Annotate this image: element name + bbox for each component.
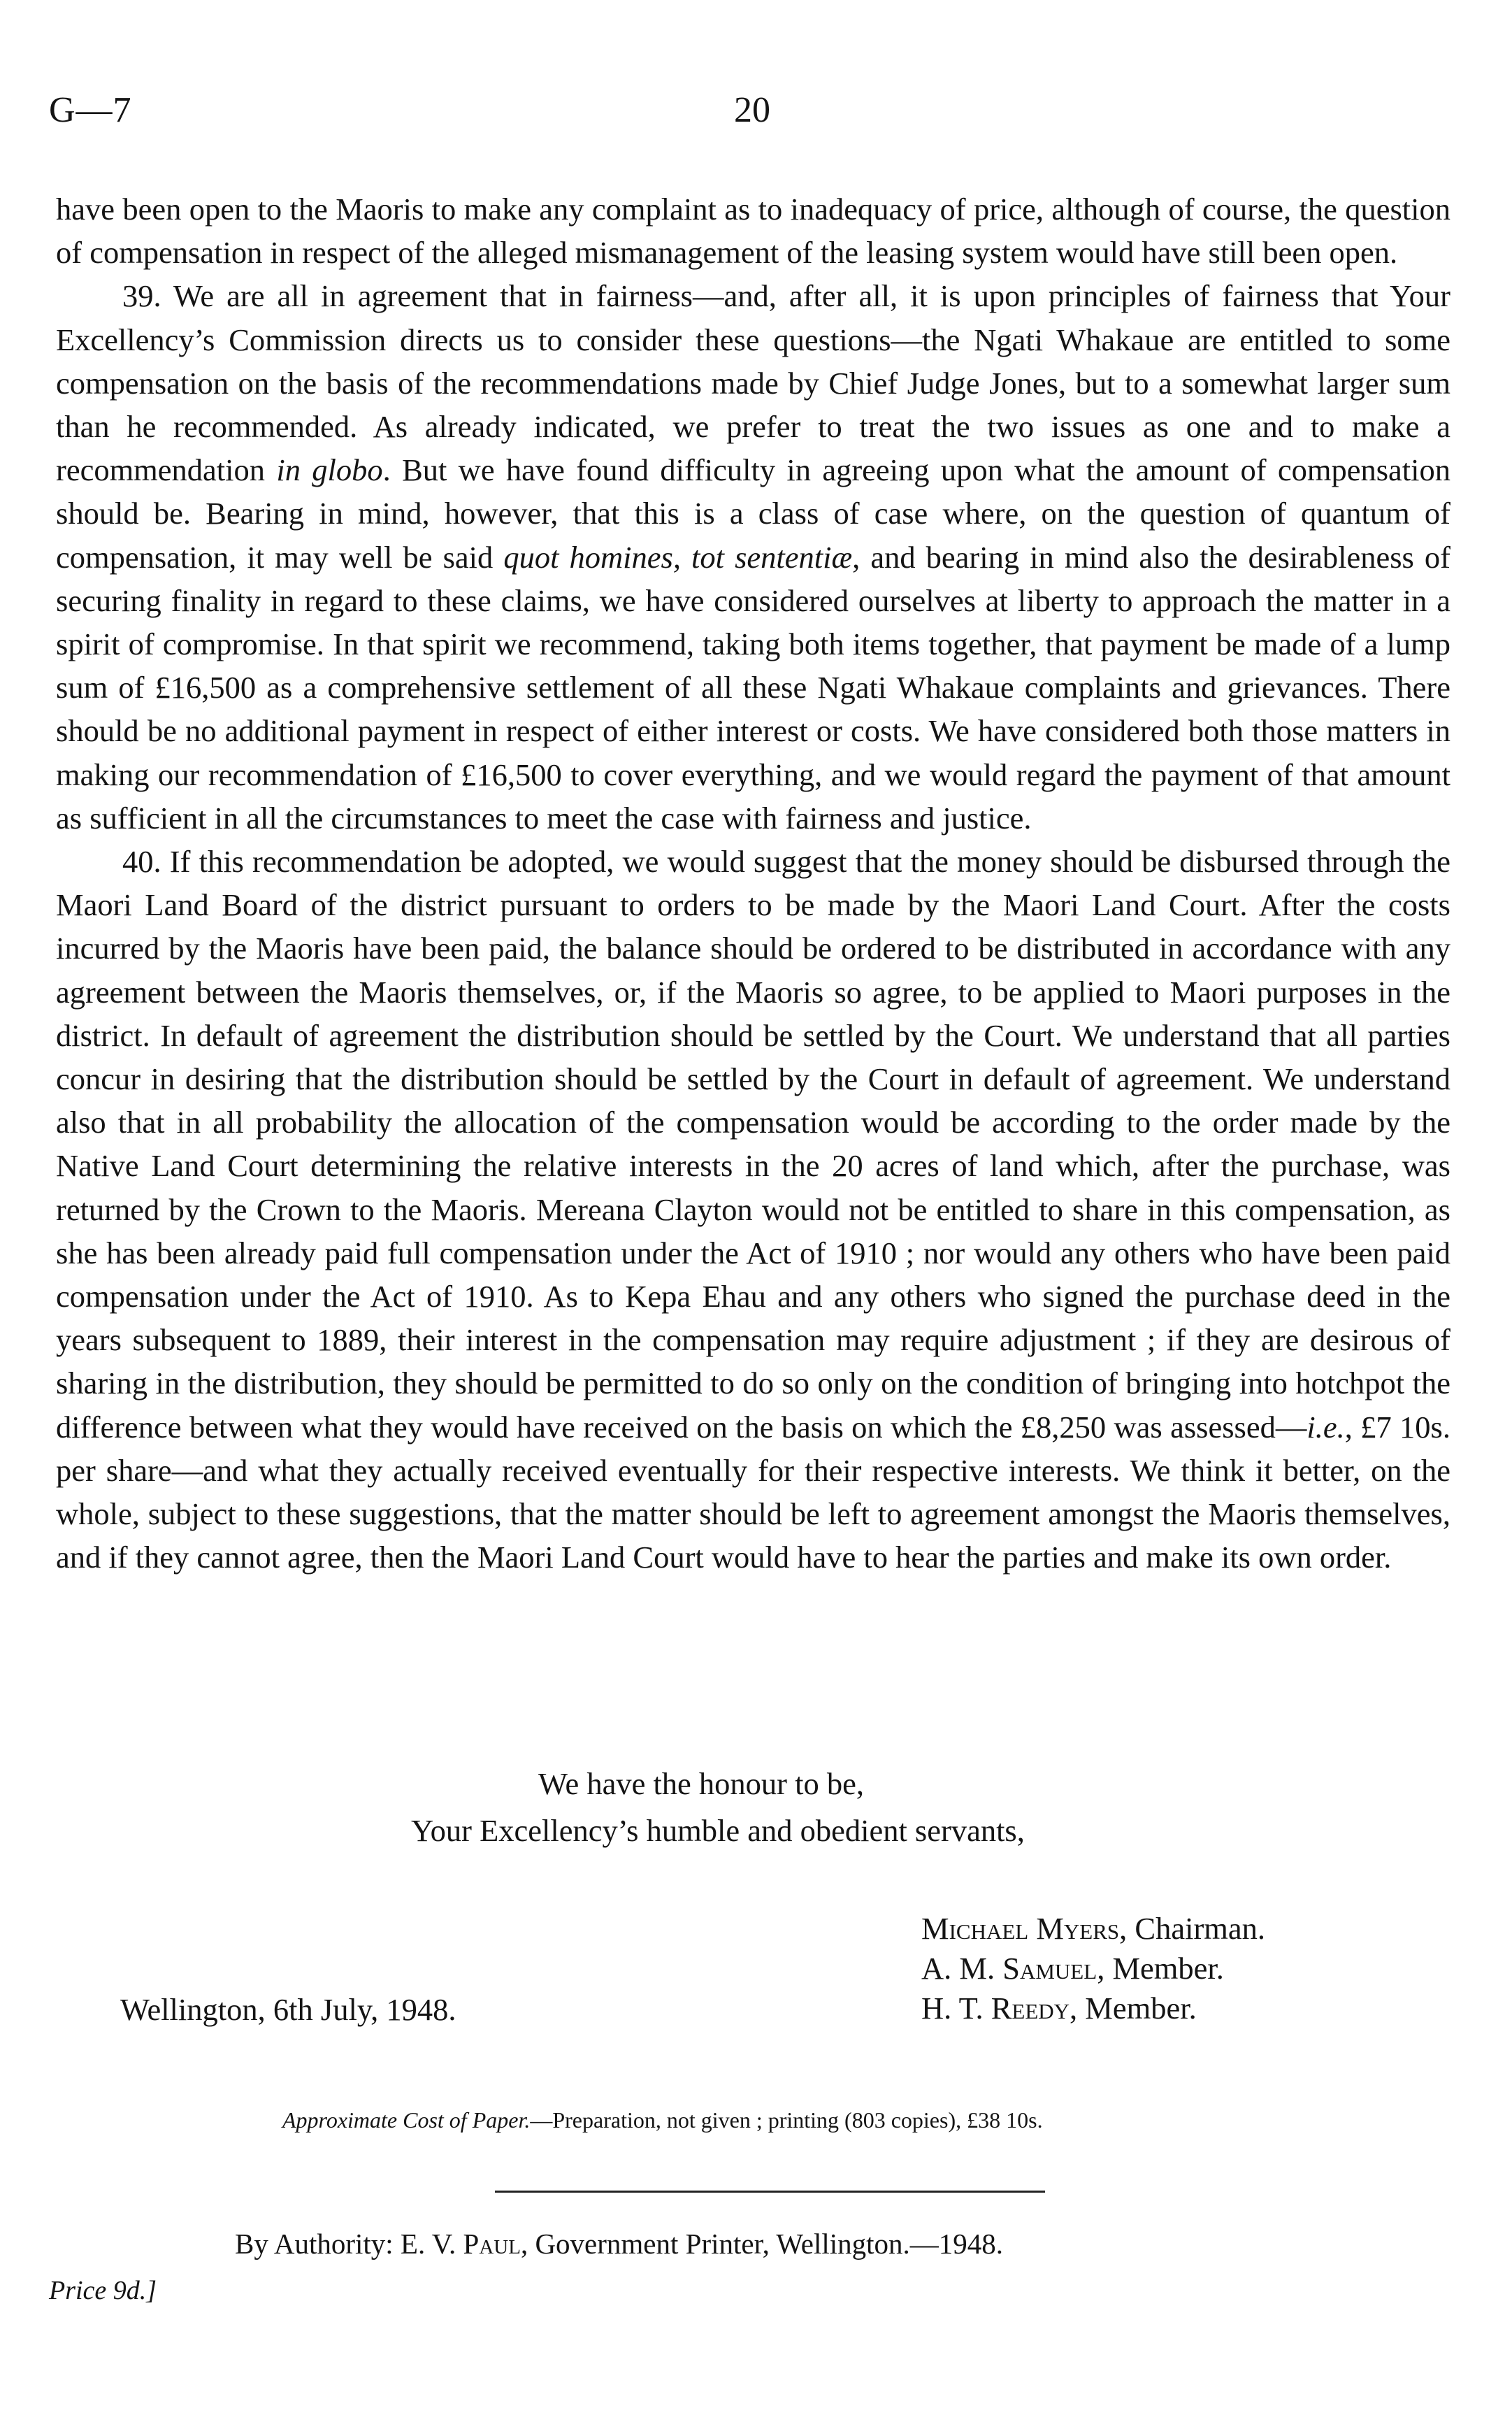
paragraph-40-part-b: , £7 10s. per share—and what they actually received eventually for their respective interests. We think it better, on the whole, subject to these suggestions, that the matter should be left to agreement amongst the Maoris themselves, and if they cannot agree, then the Maori Land Court would have to hear the parties and make its own order. — [56, 1409, 1450, 1575]
authority-prefix: By Authority: E. V. — [235, 2228, 463, 2260]
place-and-date: Wellington, 6th July, 1948. — [120, 1992, 456, 2027]
signatory-member-samuel — [921, 1949, 1265, 1988]
signatory-name: Samuel — [1002, 1951, 1097, 1986]
signatory-chairman — [921, 1909, 1265, 1949]
signatory-role: , Member. — [1070, 1991, 1197, 2026]
document-reference: G—7 — [49, 90, 132, 130]
page-header — [49, 89, 1461, 145]
paragraph-39-part-a: 39. We are all in agreement that in fairness—and, after all, it is upon principles of fairness that Your Excellency’s Commission directs us to consider these questions—the Ngati Whakaue are entitled to some compensation on the basis of the recommendations made by Chief Judge Jones, but to a somewhat larger sum than he recommended. As already indicated, we prefer to treat the two issues as one and to make a recommendation — [56, 278, 1450, 488]
cost-of-paper-note — [282, 2107, 1043, 2133]
authority-suffix: , Government Printer, Wellington.—1948. — [520, 2228, 1004, 2260]
latin-phrase-quot-homines: quot homines, tot sententiæ — [503, 539, 853, 575]
paragraph-continuation: have been open to the Maoris to make any complaint as to inadequacy of price, although of course, the question of compensation in respect of the alleged mismanagement of the leasing system would have still been open. — [56, 192, 1450, 271]
signatory-name: Michael Myers — [921, 1911, 1120, 1946]
signatory-initials: H. T. — [921, 1991, 991, 2026]
abbrev-ie: i.e. — [1306, 1409, 1345, 1445]
paragraph-40-part-a: 40. If this recommendation be adopted, we would suggest that the money should be disbursed through the Maori Land Board of the district pursuant to orders to be made by the Maori Land Court. After the costs incurred by the Maoris have been paid, the balance should be ordered to be distributed in accordance with any agreement between the Maoris themselves, or, if the Maoris so agree, to be applied to Maori purposes in the district. In default of agreement the distribution should be settled by the Court. We understand that all parties concur in desiring that the distribution should be settled by the Court in default of agreement. We understand also that in all probability the allocation of the compensation would be according to the order made by the Native Land Court determining the relative interests in the 20 acres of land which, after the purchase, was returned by the Crown to the Maoris. Mereana Clayton would not be entitled to share in this compensation, as she has been already paid full compensation under the Act of 1910 ; nor would any others who have been paid compensation under the Act of 1910. As to Kepa Ehau and any others who signed the purchase deed in the years subsequent to 1889, their interest in the compensation may require adjustment ; if they are desirous of sharing in the distribution, they should be permitted to do so only on the condition of bringing into hotchpot the difference between what they would have received on the basis on which the £8,250 was assessed— — [56, 844, 1450, 1445]
paragraph-39-part-c: , and bearing in mind also the desirableness of securing finality in regard to these claims, we have considered ourselves at liberty to approach the matter in a spirit of compromise. In that spirit we recommend, taking both items together, that payment be made of a lump sum of £16,500 as a comprehensive settlement of all these Ngati Whakaue complaints and grievances. There should be no additional payment in respect of either interest or costs. We have considered both those matters in making our recommendation of £16,500 to cover everything, and we would regard the payment of that amount as sufficient in all the circumstances to meet the case with fairness and justice. — [56, 539, 1450, 836]
latin-phrase-in-globo: in globo — [276, 452, 383, 488]
closing-servants: Your Excellency’s humble and obedient servants, — [411, 1813, 1025, 1848]
footer-divider — [495, 2191, 1045, 2193]
report-body — [56, 187, 1450, 1579]
signatory-initials: A. M. — [921, 1951, 1003, 1986]
signatory-name: Reedy — [991, 1991, 1070, 2026]
page-number: 20 — [734, 90, 770, 130]
paragraph-39-part-b: . But we have found difficulty in agreeing upon what the amount of compensation should be. Bearing in mind, however, that this is a class of case where, on the question of quantum of compensation, it may well be said — [56, 452, 1450, 575]
signatory-member-reedy — [921, 1988, 1265, 2028]
cost-text: —Preparation, not given ; printing (803 copies), £38 10s. — [530, 2107, 1043, 2133]
price-note: Price 9d.] — [49, 2276, 157, 2305]
paragraph-39 — [56, 274, 1450, 840]
closing-greeting: We have the honour to be, — [538, 1766, 864, 1801]
signatory-block — [921, 1909, 1265, 2028]
printer-name: Paul — [463, 2228, 521, 2260]
cost-label: Approximate Cost of Paper. — [282, 2107, 531, 2133]
signatory-role: , Member. — [1097, 1951, 1224, 1986]
signatory-role: , Chairman. — [1119, 1911, 1266, 1946]
paragraph-40 — [56, 840, 1450, 1579]
printer-authority — [235, 2227, 1003, 2260]
